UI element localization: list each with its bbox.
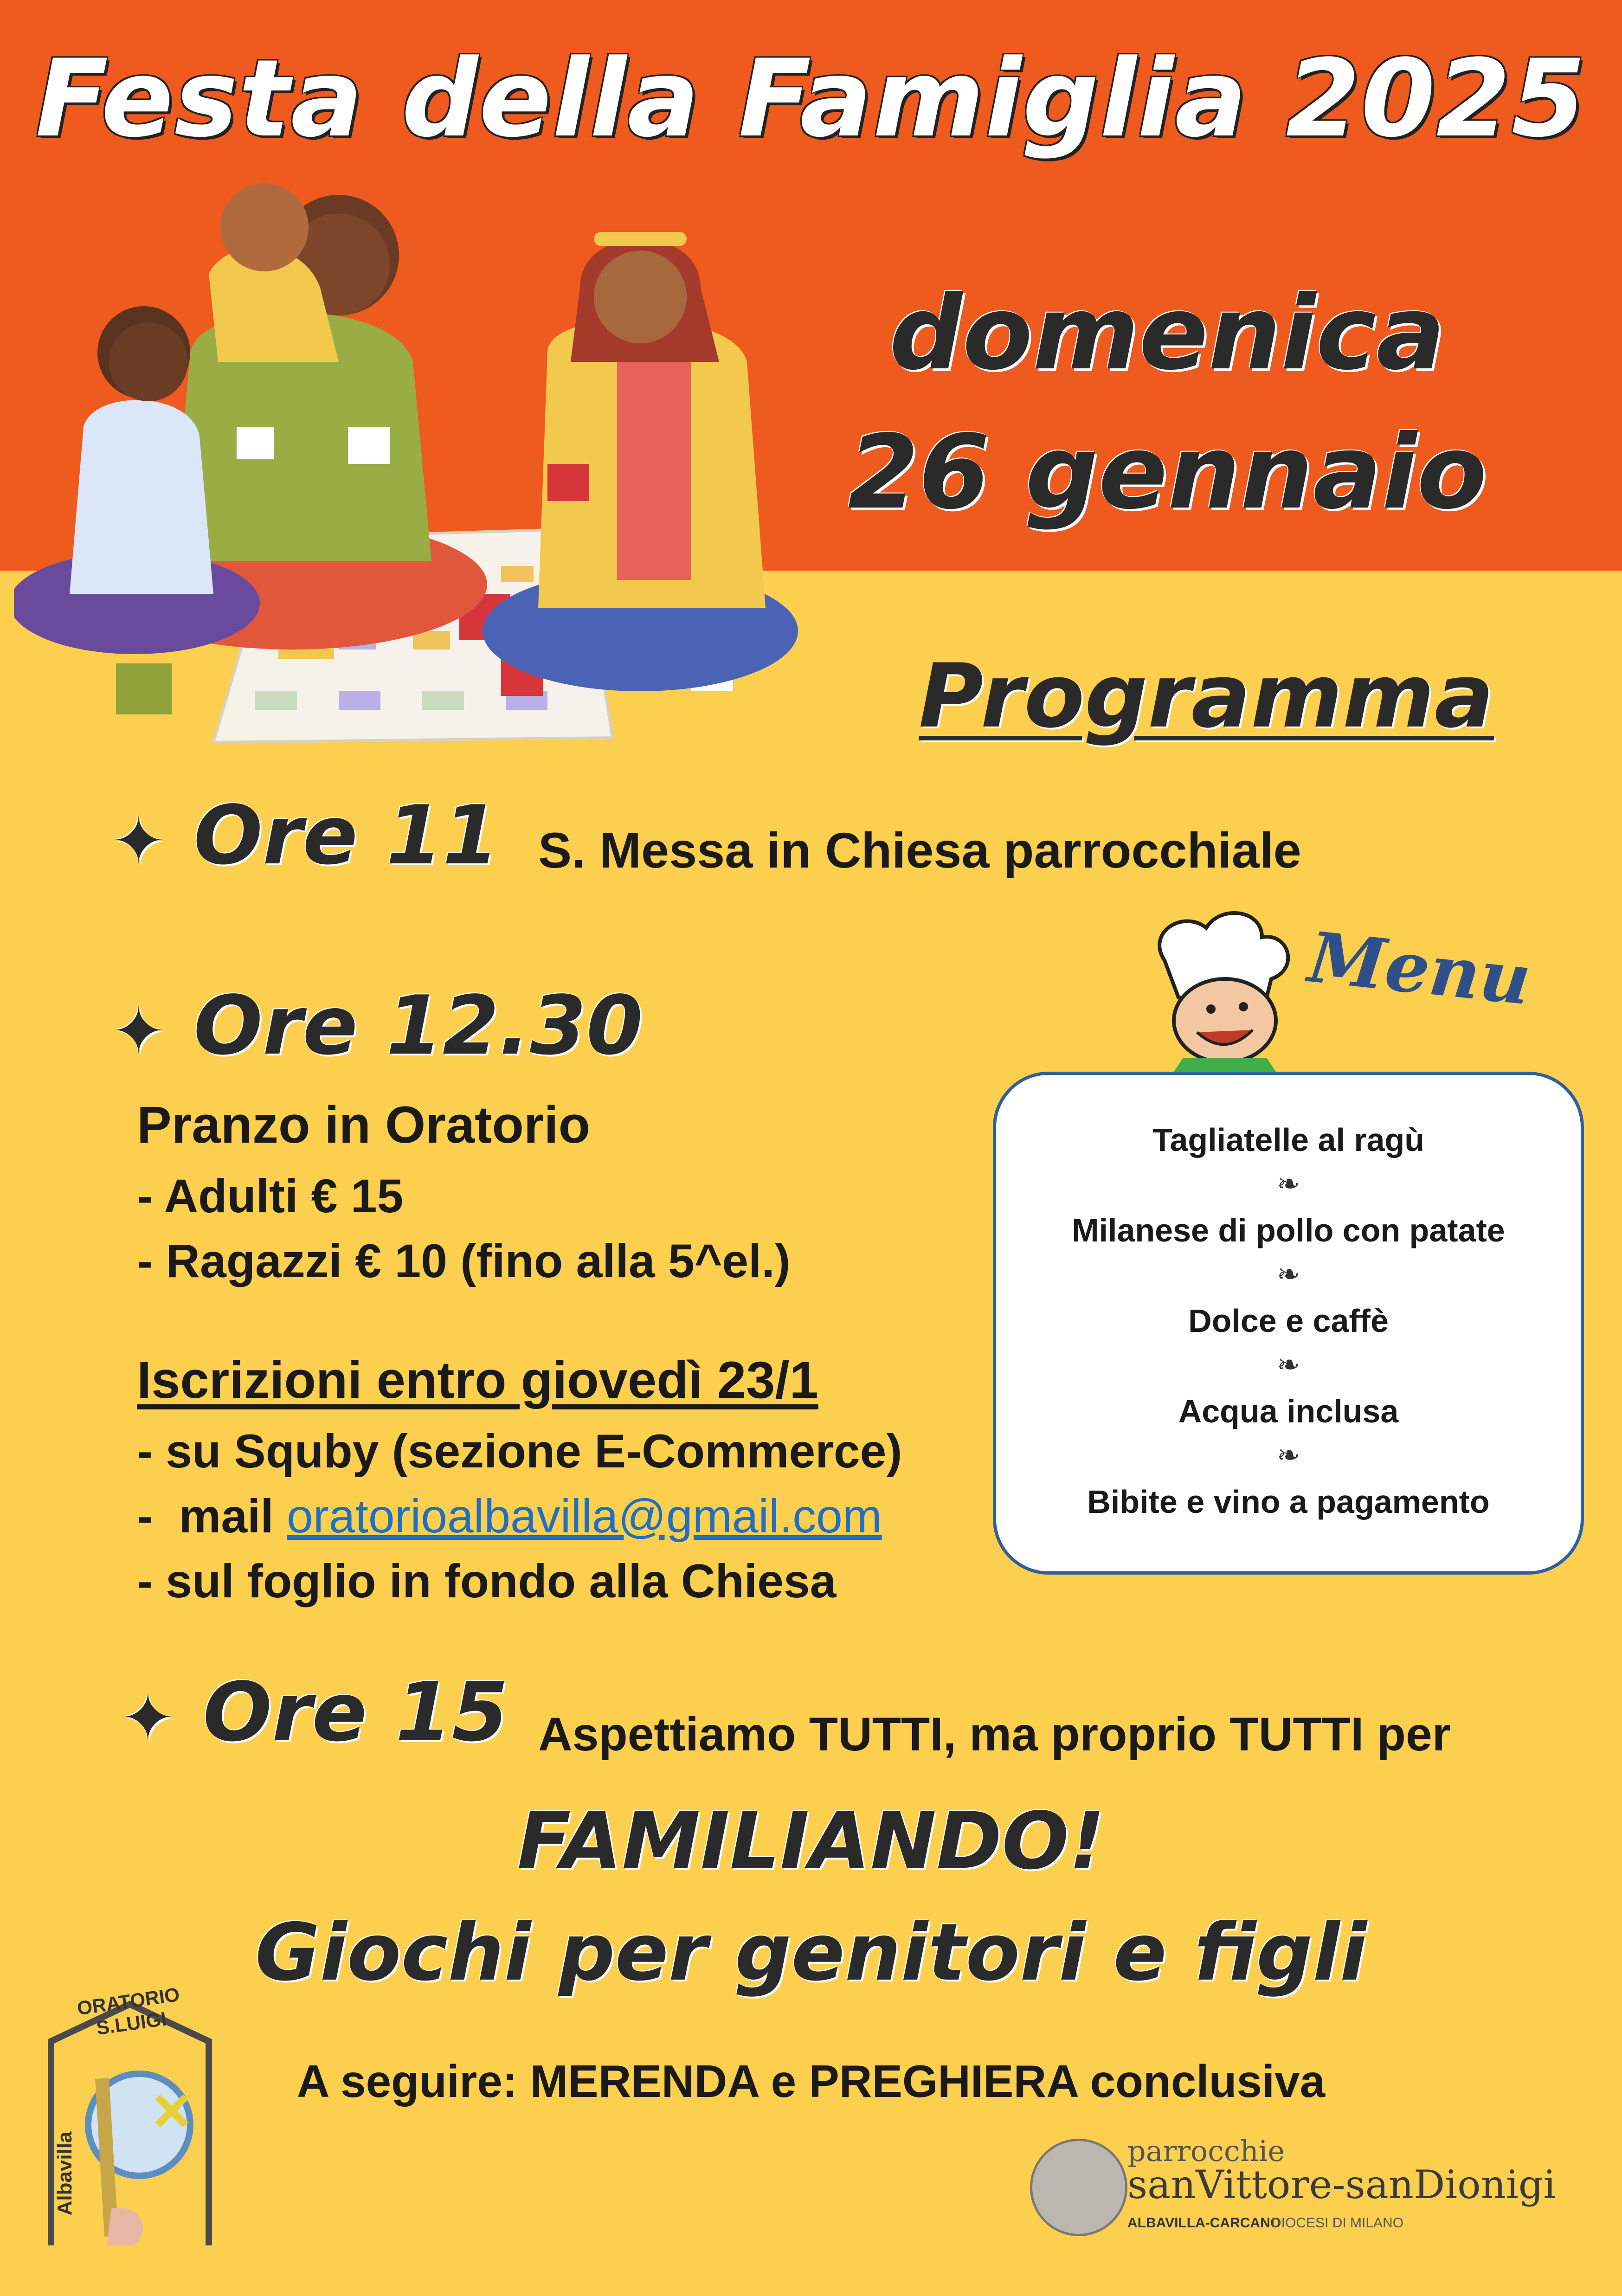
parish-line2: sanVittore-sanDionigi xyxy=(1127,2162,1556,2207)
parish-logo xyxy=(1030,2134,1587,2241)
star-icon: ✦ xyxy=(111,804,166,879)
signup-squby: - su Squby (sezione E-Commerce) xyxy=(137,1425,902,1478)
event-date: 26 gennaio xyxy=(848,413,1487,532)
chef-icon xyxy=(1127,905,1322,1072)
signup-title: Iscrizioni entro giovedì 23/1 xyxy=(137,1351,818,1409)
menu-item: Dolce e caffè xyxy=(1188,1303,1389,1339)
time-1230-label: Ore 12.30 xyxy=(193,979,643,1073)
closing-text: A seguire: MERENDA e PREGHIERA conclusiva xyxy=(296,2056,1326,2107)
time-11 xyxy=(111,789,499,883)
price-kids: - Ragazzi € 10 (fino alla 5^el.) xyxy=(137,1235,791,1287)
parish-line1: parrocchie xyxy=(1127,2134,1285,2168)
oratorio-logo xyxy=(32,1983,227,2255)
parish-line3: ALBAVILLA-CARCANO xyxy=(1127,2215,1281,2231)
time-1230 xyxy=(111,979,643,1073)
signup-mail-prefix: - mail xyxy=(137,1490,287,1543)
parish-line4: DIOCESI DI MILANO xyxy=(1271,2215,1404,2231)
time-15-label: Ore 15 xyxy=(203,1666,508,1760)
event-day: domenica xyxy=(889,274,1445,392)
menu-item: Milanese di pollo con patate xyxy=(1072,1212,1505,1248)
menu-label: Menu xyxy=(1305,916,1535,1021)
lunch-title: Pranzo in Oratorio xyxy=(137,1096,590,1154)
parish-emblem-icon xyxy=(1030,2139,1127,2236)
time-15 xyxy=(121,1666,508,1760)
menu-separator-icon: ❧ xyxy=(1276,1349,1300,1381)
star-icon: ✦ xyxy=(121,1680,175,1756)
menu-item: Acqua inclusa xyxy=(1178,1393,1399,1429)
games-subtitle: Giochi per genitori e figli xyxy=(255,1907,1367,1999)
menu-separator-icon: ❧ xyxy=(1276,1168,1300,1200)
invite-text: Aspettiamo TUTTI, ma proprio TUTTI per xyxy=(538,1708,1451,1761)
signup-mail xyxy=(137,1489,882,1544)
familiando-title: FAMILIANDO! xyxy=(517,1795,1105,1887)
menu-separator-icon: ❧ xyxy=(1276,1258,1300,1291)
star-icon: ✦ xyxy=(111,994,166,1069)
oratorio-side-text: Albavilla xyxy=(53,2131,76,2216)
program-heading: Programma xyxy=(919,645,1494,747)
menu-separator-icon: ❧ xyxy=(1276,1439,1300,1472)
price-adults: - Adulti € 15 xyxy=(137,1170,404,1222)
menu-item: Tagliatelle al ragù xyxy=(1152,1122,1425,1158)
menu-item: Bibite e vino a pagamento xyxy=(1087,1484,1490,1520)
signup-paper: - sul foglio in fondo alla Chiesa xyxy=(137,1555,837,1608)
mass-text: S. Messa in Chiesa parrocchiale xyxy=(538,822,1301,878)
family-illustration xyxy=(14,167,849,756)
email-link[interactable]: oratorioalbavilla@gmail.com xyxy=(287,1490,882,1543)
time-11-label: Ore 11 xyxy=(193,789,499,883)
poster-title: Festa della Famiglia 2025 xyxy=(35,37,1587,161)
oratorio-logo-text: ORATORIO S.LUIGI xyxy=(76,1983,181,2039)
menu-box xyxy=(993,1072,1584,1575)
